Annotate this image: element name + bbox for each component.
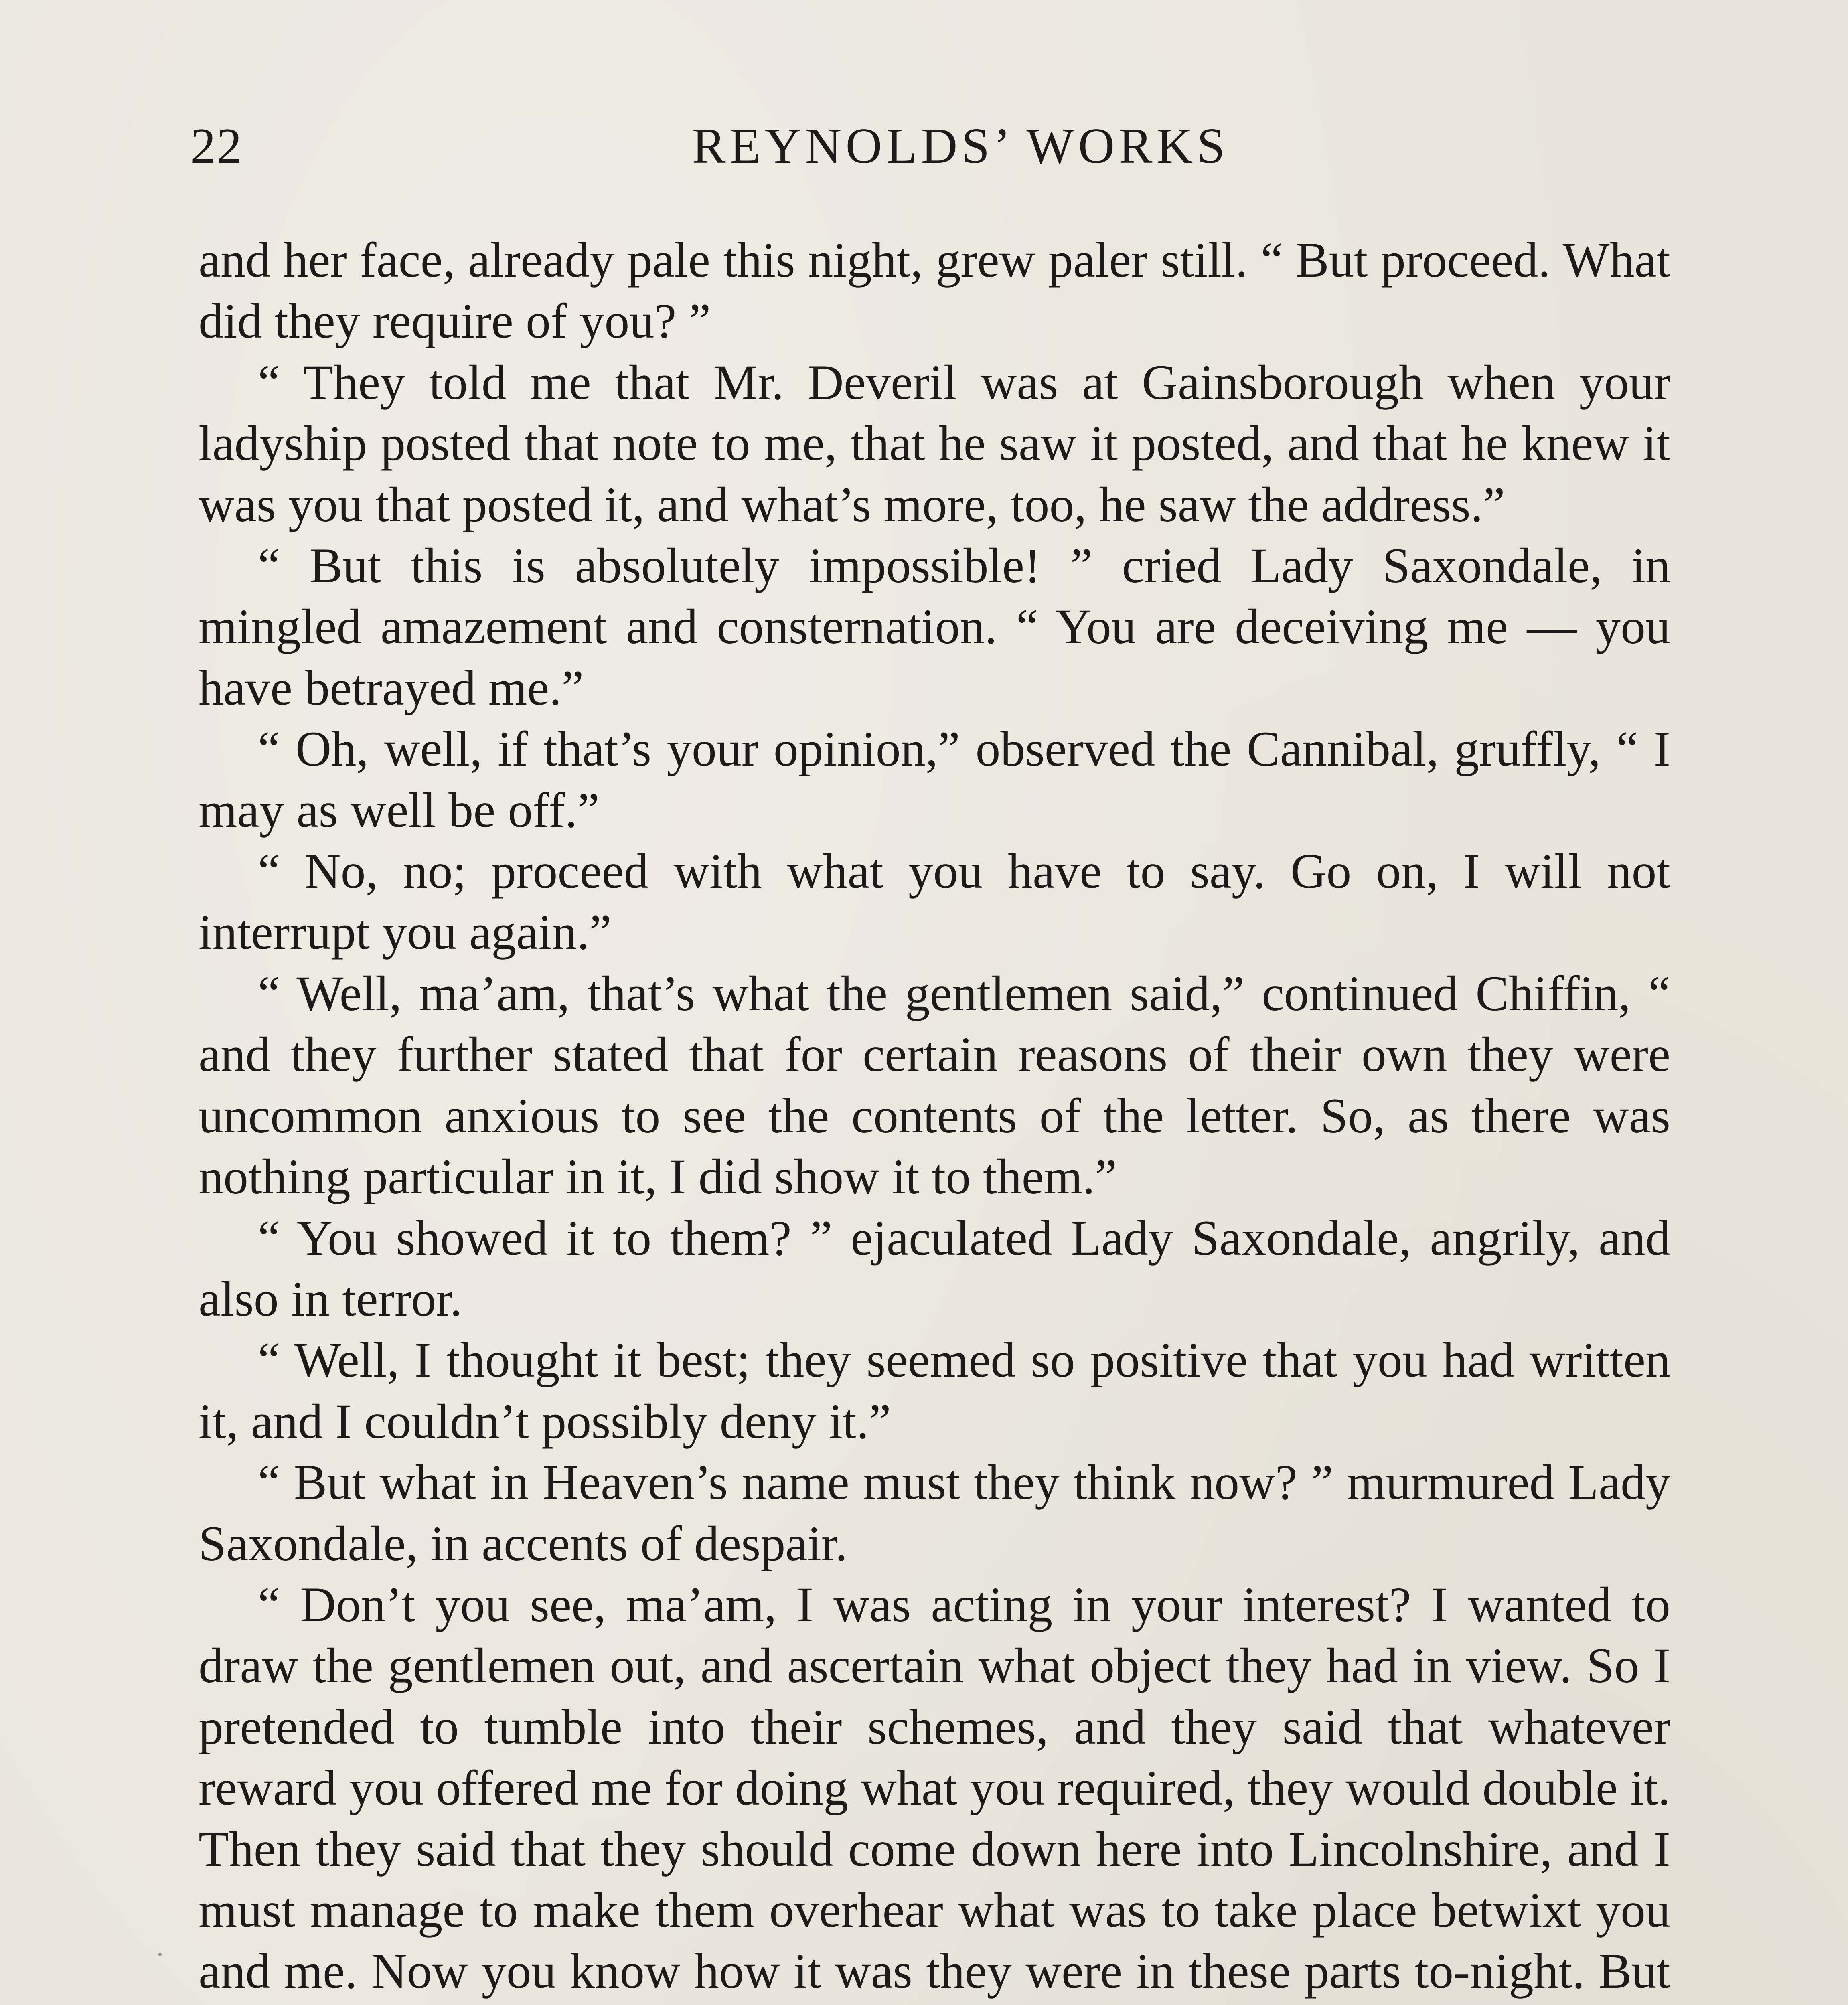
paragraph: “ But what in Heaven’s name must they think now? ” murmured Lady Saxondale, in accents of despair. bbox=[199, 1455, 1670, 1571]
paragraph: “ Don’t you see, ma’am, I was acting in your interest? I wanted to draw the gentlemen out, and ascertain what object they had in view. So I pretended to tumble into their schemes, and they said that whatever reward you offered me for doing what you required, they would double it. Then they said that they should come down here into Lincolnshire, and I must manage to make them overhear what was to take place betwixt you and me. Now you know how it was they were in these parts to-night. But bbox=[199, 1577, 1670, 1999]
paragraph: “ They told me that Mr. Deveril was at Gainsborough when your ladyship posted that note to me, that he saw it posted, and that he knew it was you that posted it, and what’s more, too, he saw the address.” bbox=[199, 354, 1670, 532]
page-header bbox=[190, 116, 1670, 176]
body-text bbox=[199, 230, 1670, 2005]
paragraph: “ Well, I thought it best; they seemed so positive that you had written it, and I couldn’t possibly deny it.” bbox=[199, 1333, 1670, 1449]
page-number: 22 bbox=[190, 118, 243, 174]
paragraph: “ But this is absolutely impossible! ” cried Lady Saxondale, in mingled amazement and consternation. “ You are deceiving me — you have betrayed me.” bbox=[199, 538, 1670, 715]
running-head: REYNOLDS’ WORKS bbox=[692, 118, 1229, 174]
paper-speck bbox=[158, 1953, 162, 1956]
paragraph: “ Oh, well, if that’s your opinion,” observed the Cannibal, gruffly, “ I may as well be off.” bbox=[199, 721, 1670, 838]
paragraph: and her face, already pale this night, grew paler still. “ But proceed. What did they require of you? ” bbox=[199, 233, 1670, 349]
paragraph: “ You showed it to them? ” ejaculated Lady Saxondale, angrily, and also in terror. bbox=[199, 1210, 1670, 1327]
paragraph: “ Well, ma’am, that’s what the gentlemen said,” continued Chiffin, “ and they further stated that for certain reasons of their own they were uncommon anxious to see the contents of the letter. So, as there was nothing particular in it, I did show it to them.” bbox=[199, 966, 1670, 1205]
paragraph: “ No, no; proceed with what you have to say. Go on, I will not interrupt you again.” bbox=[199, 844, 1670, 960]
